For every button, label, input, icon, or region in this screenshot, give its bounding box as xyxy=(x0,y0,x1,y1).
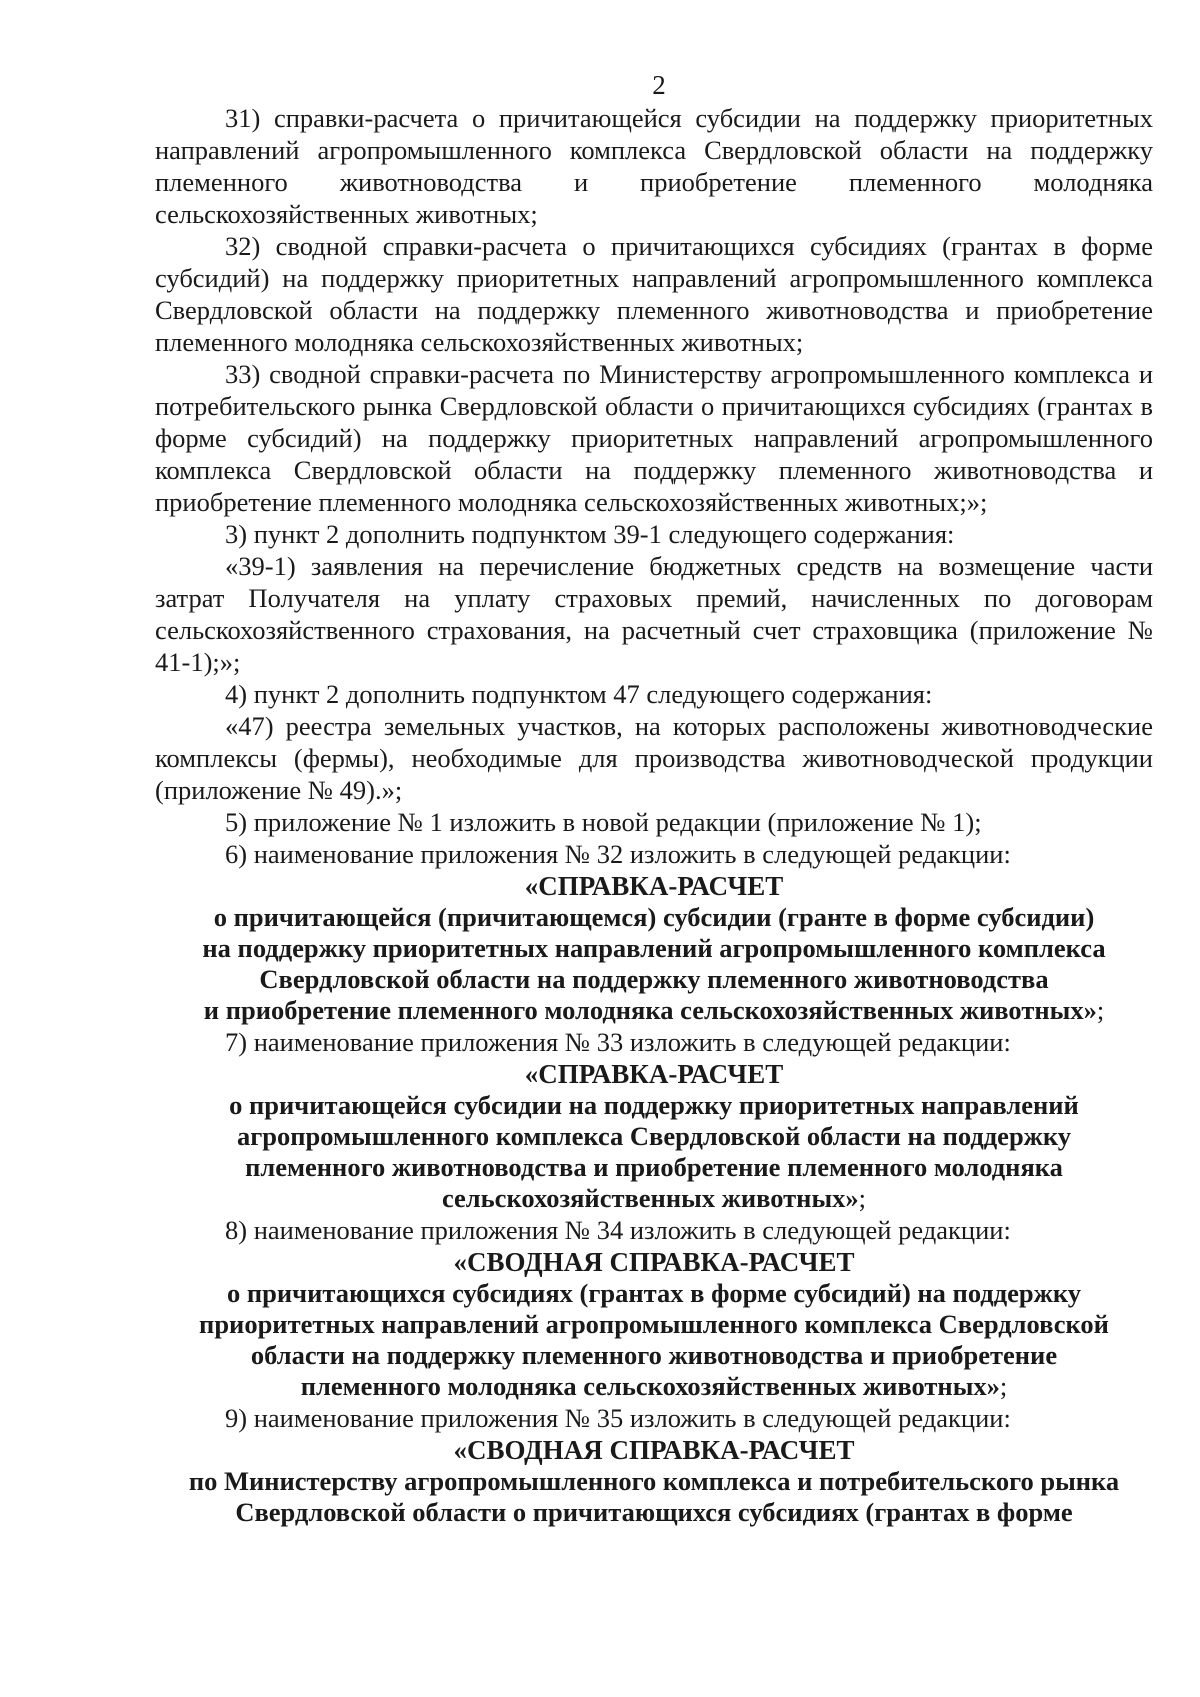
heading-title: «СПРАВКА-РАСЧЕТ xyxy=(524,871,784,901)
heading-line: агропромышленного комплекса Свердловской области на поддержку xyxy=(236,1121,1072,1151)
heading-line: о причитающейся (причитающемся) субсидии (гранте в форме субсидии) xyxy=(213,902,1095,932)
heading-line-text: и приобретение племенного молодняка сельскохозяйственных животных» xyxy=(203,995,1097,1025)
heading-line: о причитающейся субсидии на поддержку приоритетных направлений xyxy=(229,1090,1079,1120)
page-number: 2 xyxy=(652,70,666,100)
paragraph-item-32: 32) сводной справки-расчета о причитающихся субсидиях (грантах в форме субсидий) на поддержку приоритетных направлений агропромышленного комплекса Свердловской области на поддержку племенного животноводства и приобретение племенного молодняка сельскохозяйственных животных; xyxy=(155,231,1153,357)
heading-line: о причитающихся субсидиях (грантах в форме субсидий) на поддержку xyxy=(227,1278,1081,1308)
section-appendix-35-heading xyxy=(155,1434,1153,1528)
heading-suffix: ; xyxy=(858,1183,867,1213)
heading-line: Свердловской области о причитающихся субсидиях (грантах в форме xyxy=(235,1497,1073,1527)
heading-line-last xyxy=(155,995,1153,1026)
document-page xyxy=(155,68,1153,1528)
paragraph-item-33: 33) сводной справки-расчета по Министерству агропромышленного комплекса и потребительского рынка Свердловской области о причитающихся субсидиях (грантах в форме субсидий) на поддержку приоритетных направлений агропромышленного комплекса Свердловской области на поддержку племенного животноводства и приобретение племенного молодняка сельскохозяйственных животных;»; xyxy=(155,359,1153,517)
heading-title: «СПРАВКА-РАСЧЕТ xyxy=(524,1059,784,1089)
paragraph-amendment-4: 4) пункт 2 дополнить подпунктом 47 следующего содержания: xyxy=(225,679,933,709)
heading-line-last xyxy=(155,1183,1153,1214)
heading-suffix: ; xyxy=(999,1371,1008,1401)
paragraph-amendment-9: 9) наименование приложения № 35 изложить в следующей редакции: xyxy=(225,1403,1011,1433)
heading-line: по Министерству агропромышленного комплекса и потребительского рынка xyxy=(188,1466,1120,1496)
paragraph-item-39-1: «39-1) заявления на перечисление бюджетных средств на возмещение части затрат Получателя на уплату страховых премий, начисленных по договорам сельскохозяйственного страхования, на расчетный счет страховщика (приложение № 41-1);»; xyxy=(155,551,1153,677)
heading-title: «СВОДНАЯ СПРАВКА-РАСЧЕТ xyxy=(453,1247,855,1277)
paragraph-item-47: «47) реестра земельных участков, на которых расположены животноводческие комплексы (фермы), необходимые для производства животноводческой продукции (приложение № 49).»; xyxy=(155,711,1153,805)
paragraph-amendment-7: 7) наименование приложения № 33 изложить в следующей редакции: xyxy=(225,1027,1011,1057)
heading-title: «СВОДНАЯ СПРАВКА-РАСЧЕТ xyxy=(453,1435,855,1465)
heading-line: Свердловской области на поддержку племенного животноводства xyxy=(259,964,1049,994)
paragraph-amendment-3: 3) пункт 2 дополнить подпунктом 39-1 следующего содержания: xyxy=(225,519,955,549)
section-appendix-32-heading xyxy=(155,870,1153,1026)
heading-line: приоритетных направлений агропромышленного комплекса Свердловской xyxy=(199,1309,1109,1339)
paragraph-amendment-6: 6) наименование приложения № 32 изложить в следующей редакции: xyxy=(225,839,1011,869)
section-appendix-34-heading xyxy=(155,1246,1153,1402)
heading-line-text: племенного молодняка сельскохозяйственных животных» xyxy=(300,1371,1000,1401)
heading-suffix: ; xyxy=(1096,995,1105,1025)
section-appendix-33-heading xyxy=(155,1058,1153,1214)
paragraph-amendment-8: 8) наименование приложения № 34 изложить в следующей редакции: xyxy=(225,1215,1011,1245)
heading-line: на поддержку приоритетных направлений агропромышленного комплекса xyxy=(202,933,1106,963)
heading-line: области на поддержку племенного животноводства и приобретение xyxy=(250,1340,1058,1370)
heading-line-last xyxy=(155,1371,1153,1402)
heading-line: племенного животноводства и приобретение племенного молодняка xyxy=(245,1152,1063,1182)
paragraph-amendment-5: 5) приложение № 1 изложить в новой редакции (приложение № 1); xyxy=(225,807,982,837)
heading-line-text: сельскохозяйственных животных» xyxy=(441,1183,859,1213)
paragraph-item-31: 31) справки-расчета о причитающейся субсидии на поддержку приоритетных направлений агропромышленного комплекса Свердловской области на поддержку племенного животноводства и приобретение племенного молодняка сельскохозяйственных животных; xyxy=(155,103,1153,229)
